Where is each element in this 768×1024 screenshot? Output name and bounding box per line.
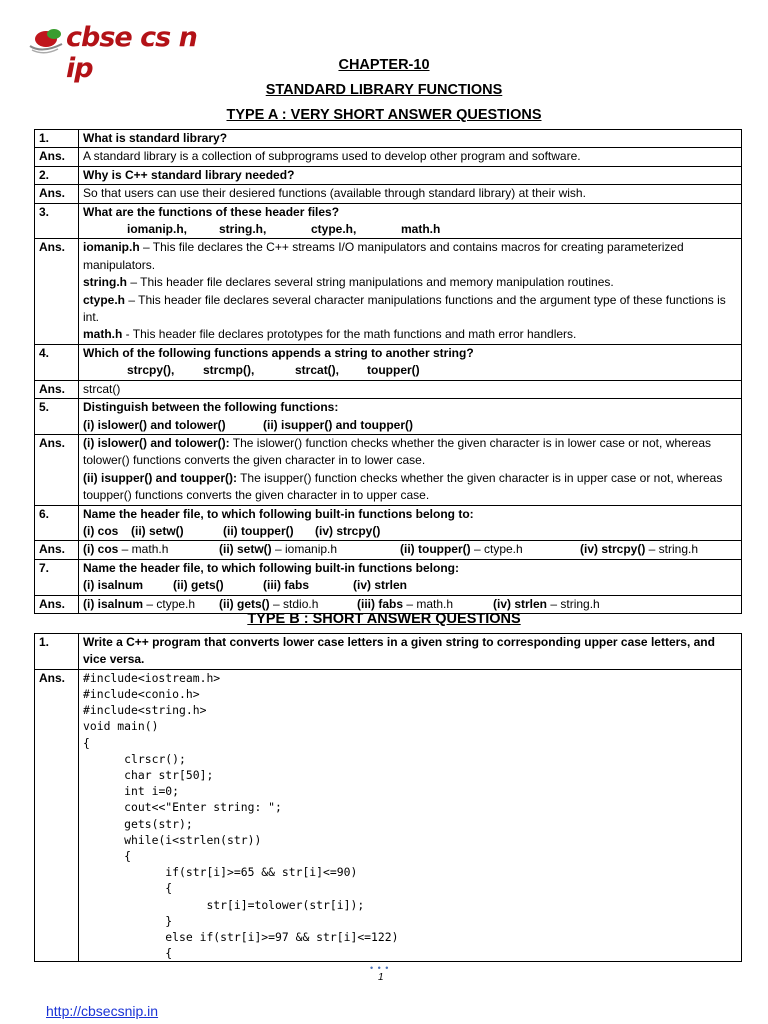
- question-number: 4.: [35, 344, 79, 380]
- question-text: Write a C++ program that converts lower case letters in a given string to corresponding upper case letters, and vice versa.: [79, 634, 742, 670]
- answer-line: [83, 435, 737, 470]
- answer-line: [83, 470, 737, 505]
- question-text: Which of the following functions appends a string to another string?: [83, 345, 474, 360]
- term: (ii) isupper() and toupper():: [83, 470, 237, 485]
- question-cell: [79, 399, 742, 435]
- type-a-table: [34, 129, 742, 614]
- term: ctype.h: [83, 292, 126, 307]
- option: (iii) fabs: [263, 578, 310, 593]
- question-row: [35, 505, 742, 541]
- option: strcmp(),: [203, 363, 255, 378]
- term: (i) islower() and tolower():: [83, 435, 230, 450]
- question-number: 2.: [35, 166, 79, 184]
- definition: – string.h: [547, 596, 600, 611]
- question-text: What is standard library?: [79, 130, 742, 148]
- answer-row: [35, 541, 742, 559]
- page-number: 1: [378, 972, 384, 983]
- definition: – stdio.h: [269, 596, 319, 611]
- question-row: [35, 203, 742, 239]
- question-row: [35, 166, 742, 184]
- answer-cell: [79, 541, 742, 559]
- definition: – iomanip.h: [271, 542, 338, 557]
- code-block: #include<iostream.h> #include<conio.h> #include<string.h> void main() { clrscr(); char str[50]; int i=0; cout<<"Enter string: "; gets(str); while(i<strlen(str)) { if(str[i]>=65 && str[i]<=90) { str[i]=tolower(str[i]); } else if(str[i]>=97 && str[i]<=122) {: [83, 670, 399, 961]
- logo-icon: [28, 24, 68, 60]
- page-dots: • • •: [370, 963, 390, 973]
- answer-line: [83, 292, 737, 327]
- term: (iv) strlen: [493, 596, 548, 611]
- question-number: 5.: [35, 399, 79, 435]
- answer-label: Ans.: [35, 380, 79, 398]
- definition: – This header file declares several character manipulations functions and the argument type of these functions is int.: [83, 292, 726, 325]
- footer-link[interactable]: http://cbsecsnip.in: [46, 1003, 159, 1019]
- term: (ii) setw(): [219, 542, 272, 557]
- option: (iv) strcpy(): [315, 523, 381, 538]
- option: (i) islower() and tolower(): [83, 417, 226, 432]
- question-text: Why is C++ standard library needed?: [79, 166, 742, 184]
- question-text: What are the functions of these header files?: [83, 204, 340, 219]
- question-options: [83, 577, 737, 594]
- answer-label: Ans.: [35, 148, 79, 166]
- question-number: 7.: [35, 559, 79, 595]
- logo-text: cbse cs n ip: [66, 22, 197, 84]
- question-row: [35, 130, 742, 148]
- question-cell: [79, 203, 742, 239]
- question-row: [35, 344, 742, 380]
- question-text: Name the header file, to which following built-in functions belong:: [83, 560, 459, 575]
- type-b-table: [34, 633, 742, 962]
- question-number: 1.: [35, 634, 79, 670]
- question-options: [83, 221, 737, 238]
- answer-text: So that users can use their desiered functions (available through standard library) at their wish.: [79, 185, 742, 203]
- option: math.h: [401, 222, 441, 237]
- term: (i) cos: [83, 542, 119, 557]
- question-number: 6.: [35, 505, 79, 541]
- question-cell: [79, 559, 742, 595]
- definition: The islower() function checks whether the given character is in lower case or not, whereas tolower() functions converts the given character in to lower case.: [83, 435, 712, 468]
- answer-text: strcat(): [79, 380, 742, 398]
- term: math.h: [83, 327, 123, 342]
- answer-cell: [79, 669, 742, 962]
- option: (i) isalnum: [83, 578, 144, 593]
- option: (ii) isupper() and toupper(): [263, 417, 413, 432]
- answer-text: A standard library is a collection of subprograms used to develop other program and software.: [79, 148, 742, 166]
- definition: – math.h: [118, 542, 169, 557]
- answer-label: Ans.: [35, 669, 79, 962]
- question-options: [83, 417, 737, 434]
- answer-line: [83, 326, 737, 343]
- answer-line: [83, 274, 737, 291]
- site-logo: [28, 22, 228, 84]
- term: (i) isalnum: [83, 596, 144, 611]
- chapter-title: STANDARD LIBRARY FUNCTIONS: [265, 82, 503, 98]
- answer-cell: [79, 239, 742, 344]
- option: strcpy(),: [127, 363, 175, 378]
- answer-row: [35, 148, 742, 166]
- type-a-heading: TYPE A : VERY SHORT ANSWER QUESTIONS: [226, 107, 542, 123]
- question-cell: [79, 344, 742, 380]
- question-row: [35, 559, 742, 595]
- chapter-heading: CHAPTER-10: [338, 57, 430, 73]
- definition: The isupper() function checks whether the given character is in upper case or not, whereas toupper() functions converts the given character in to upper case.: [83, 470, 723, 503]
- option: (ii) gets(): [173, 578, 224, 593]
- term: iomanip.h: [83, 240, 140, 255]
- answer-line: [83, 239, 737, 274]
- answer-row: [35, 185, 742, 203]
- answer-label: Ans.: [35, 595, 79, 613]
- definition: - This header file declares prototypes for the math functions and math error handlers.: [122, 327, 577, 342]
- answer-label: Ans.: [35, 541, 79, 559]
- answer-cell: [79, 434, 742, 505]
- type-b-heading: TYPE B : SHORT ANSWER QUESTIONS: [247, 611, 521, 627]
- question-options: [83, 523, 737, 540]
- definition: – This file declares the C++ streams I/O manipulators and contains macros for creating parameterized manipulators.: [83, 240, 684, 272]
- question-text: Distinguish between the following functions:: [83, 400, 339, 415]
- answer-row: [35, 239, 742, 344]
- answer-row: [35, 434, 742, 505]
- definition: – ctype.h: [470, 542, 523, 557]
- option: (i) cos: [83, 523, 119, 538]
- question-row: [35, 634, 742, 670]
- option: string.h,: [219, 222, 267, 237]
- definition: – string.h: [645, 542, 699, 557]
- option: strcat(),: [295, 363, 340, 378]
- question-row: [35, 399, 742, 435]
- term: (iv) strcpy(): [580, 542, 646, 557]
- option: toupper(): [367, 363, 420, 378]
- question-number: 1.: [35, 130, 79, 148]
- option: (iv) strlen: [353, 578, 408, 593]
- definition: – math.h: [403, 596, 454, 611]
- question-options: [83, 362, 737, 379]
- answer-label: Ans.: [35, 185, 79, 203]
- term: (iii) fabs: [357, 596, 404, 611]
- option: (ii) toupper(): [223, 523, 294, 538]
- question-cell: [79, 505, 742, 541]
- question-text: Name the header file, to which following built-in functions belong to:: [83, 506, 474, 521]
- term: string.h: [83, 275, 127, 290]
- answer-label: Ans.: [35, 434, 79, 505]
- answer-row: [35, 380, 742, 398]
- term: (ii) gets(): [219, 596, 270, 611]
- option: iomanip.h,: [127, 222, 187, 237]
- answer-row: [35, 669, 742, 962]
- option: (ii) setw(): [131, 523, 184, 538]
- term: (ii) toupper(): [400, 542, 471, 557]
- question-number: 3.: [35, 203, 79, 239]
- definition: – This header file declares several string manipulations and memory manipulation routines.: [127, 275, 614, 290]
- definition: – ctype.h: [143, 596, 196, 611]
- answer-label: Ans.: [35, 239, 79, 344]
- option: ctype.h,: [311, 222, 357, 237]
